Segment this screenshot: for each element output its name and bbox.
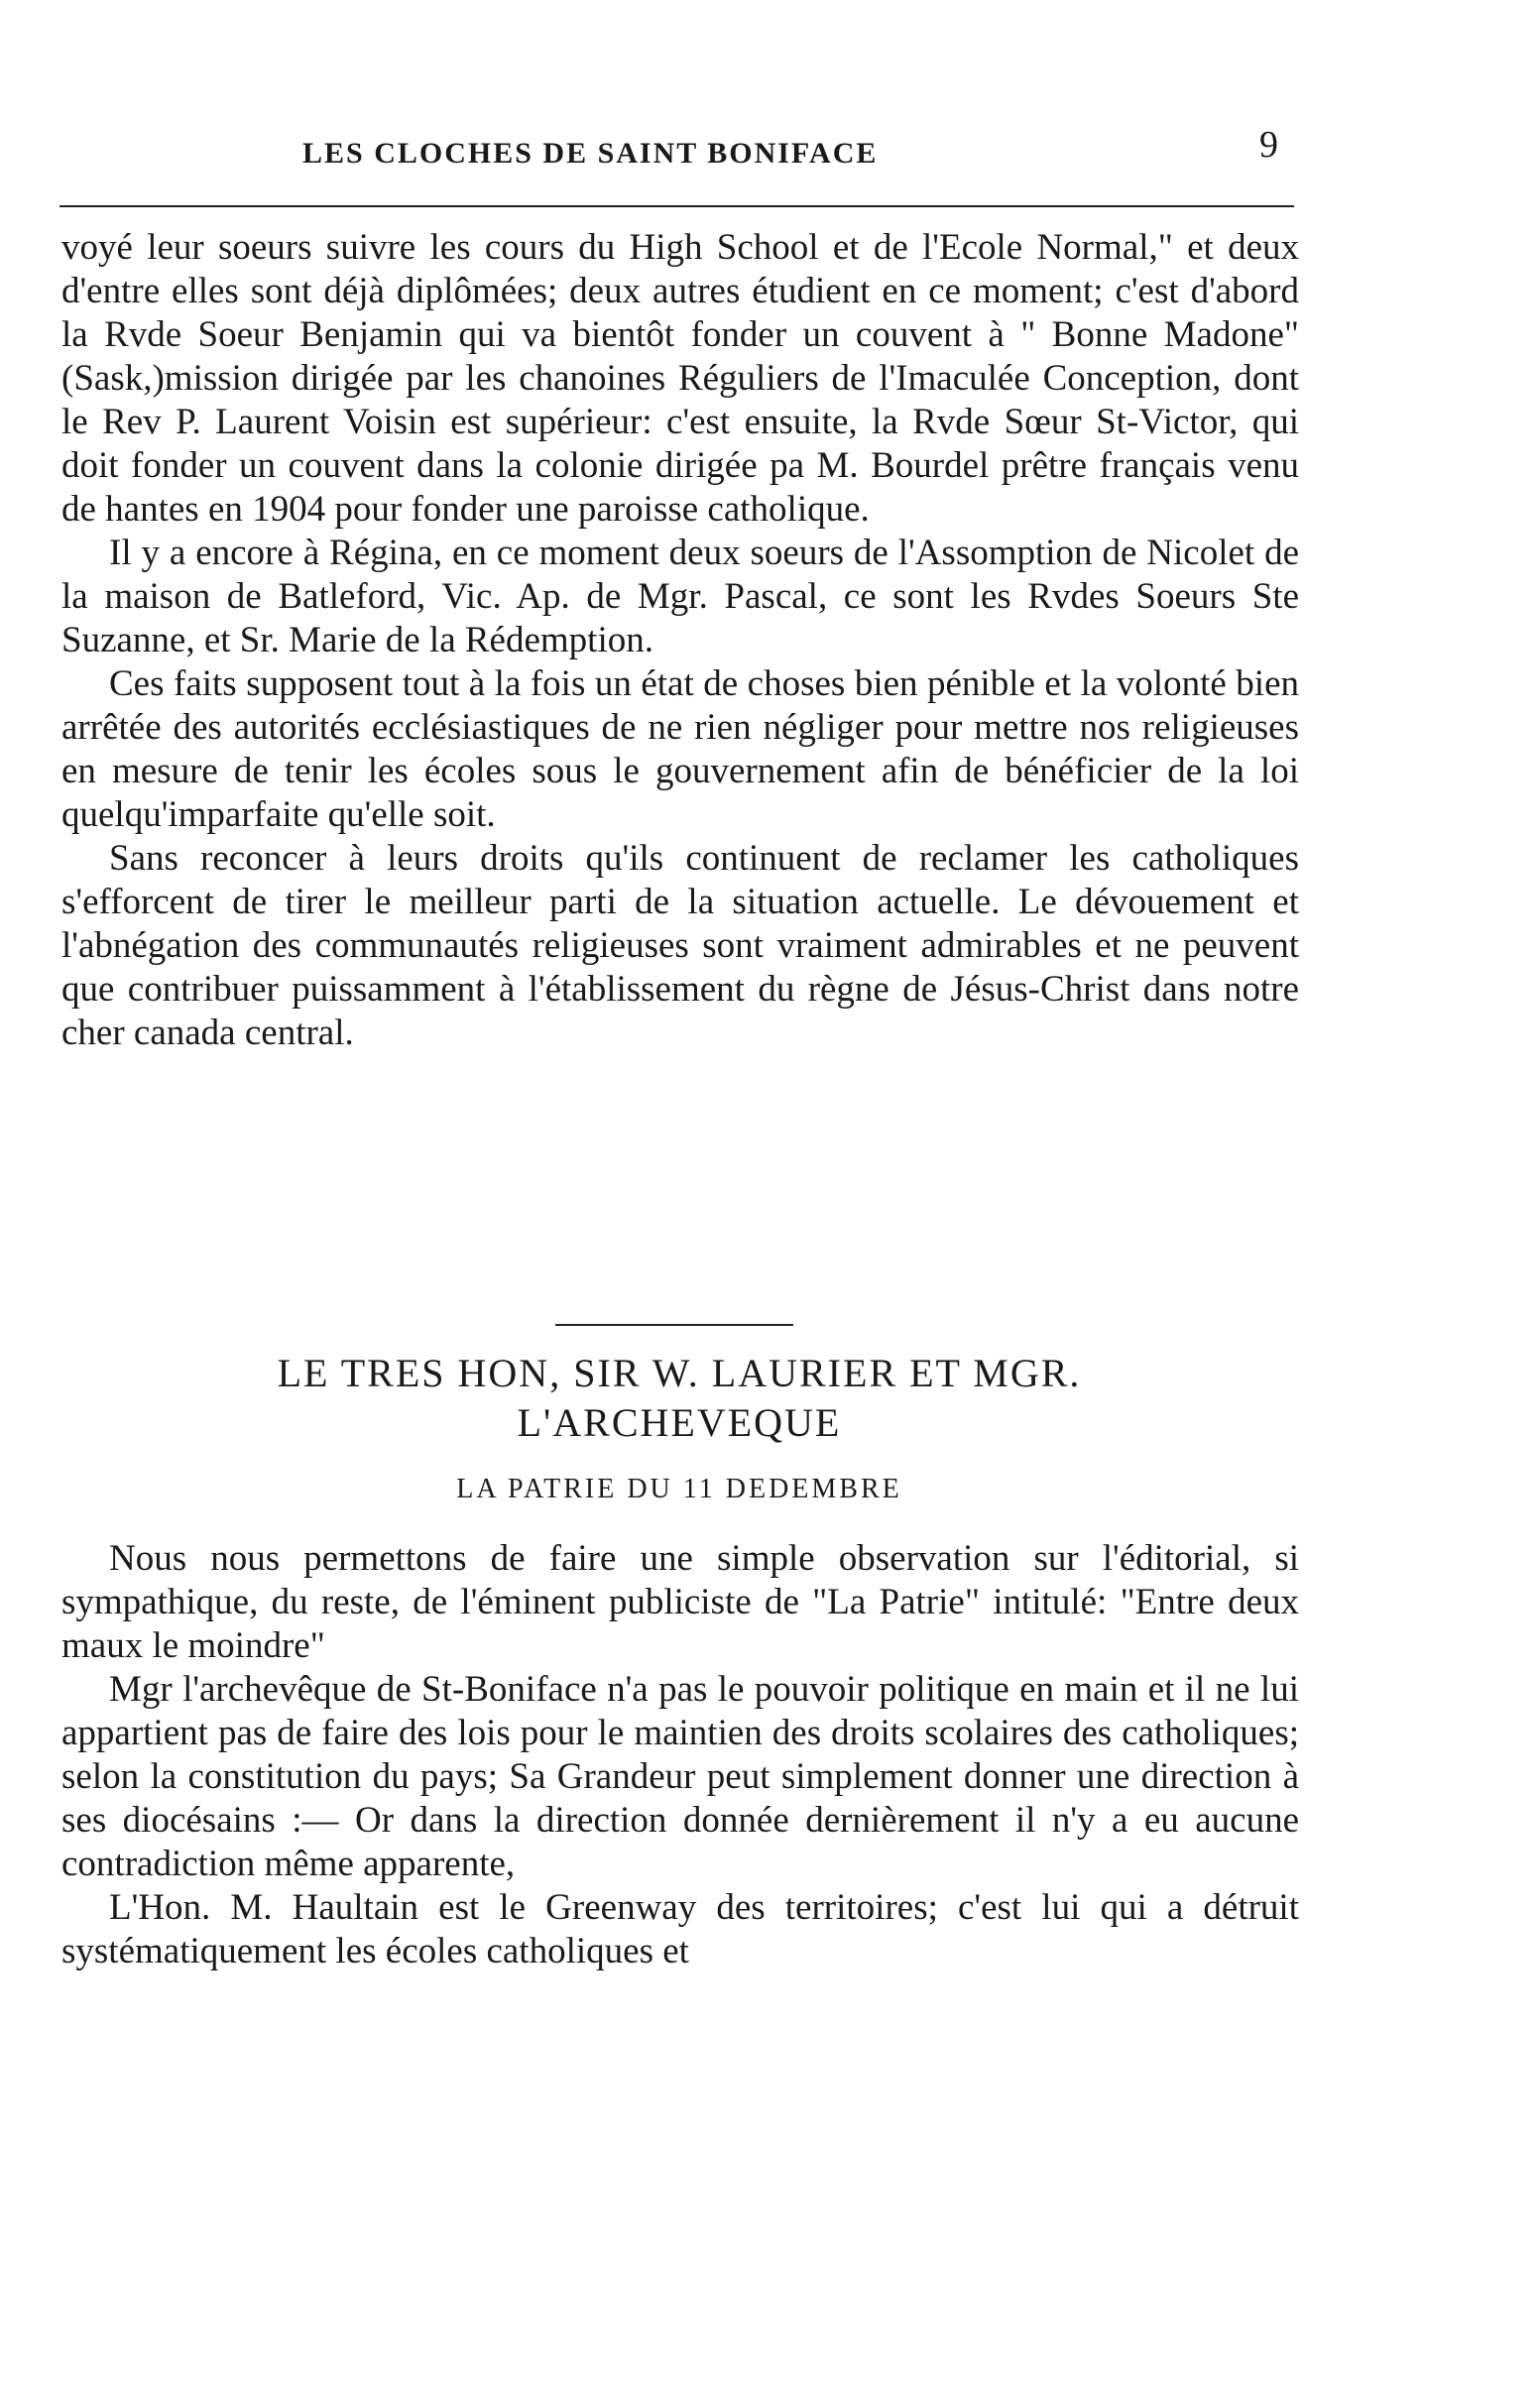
section-title [59,1349,1299,1448]
upper-text-block [61,226,1299,1055]
paragraph: Il y a encore à Régina, en ce moment deux soeurs de l'Assomption de Nicolet de la maison de Batleford, Vic. Ap. de Mgr. Pascal, ce sont les Rvdes Soeurs Ste Suzanne, et Sr. Marie de la Rédemption. [61,533,1299,660]
paragraph: voyé leur soeurs suivre les cours du High School et de l'Ecole Normal," et deux d'entre elles sont déjà diplômées; deux autres étudient en ce moment; c'est d'abord la Rvde Soeur Benjamin qui va bientôt fonder un couvent à " Bonne Madone" (Sask,)mission dirigée par les chanoines Réguliers de l'Imaculée Conception, dont le Rev P. Laurent Voisin est supérieur: c'est ensuite, la Rvde Sœur St-Victor, qui doit fonder un couvent dans la colonie dirigée pa M. Bourdel prêtre français venu de hantes en 1904 pour fonder une paroisse catholique. [61,227,1299,530]
page-number: 9 [1259,124,1278,166]
section-title-line: L'ARCHEVEQUE [517,1400,842,1445]
section-title-line: LE TRES HON, SIR W. LAURIER ET MGR. [277,1351,1082,1395]
paragraph: Sans reconcer à leurs droits qu'ils continuent de reclamer les catholiques s'efforcent de tirer le meilleur parti de la situation actuelle. Le dévouement et l'abnégation des communautés religieuses sont vraiment admirables et ne peuvent que contribuer puissamment à l'établissement du règne de Jésus-Christ dans notre cher canada central. [61,838,1299,1053]
header-rule [59,205,1294,207]
section-divider [555,1324,793,1326]
running-title: LES CLOCHES DE SAINT BONIFACE [302,137,879,170]
paragraph: Ces faits supposent tout à la fois un état de choses bien pénible et la volonté bien arrêtée des autorités ecclésiastiques de ne rien négliger pour mettre nos religieuses en mesure de tenir les écoles sous le gouvernement afin de bénéficier de la loi quelqu'imparfaite qu'elle soit. [61,663,1299,835]
paragraph: Mgr l'archevêque de St-Boniface n'a pas le pouvoir politique en main et il ne lui appartient pas de faire des lois pour le maintien des droits scolaires des catholiques; selon la constitution du pays; Sa Grandeur peut simplement donner une direction à ses diocésains :— Or dans la direction donnée dernièrement il n'y a eu aucune contradiction même apparente, [61,1669,1299,1884]
section-subtitle: LA PATRIE DU 11 DEDEMBRE [456,1474,902,1504]
paragraph: L'Hon. M. Haultain est le Greenway des territoires; c'est lui qui a détruit systématiquement les écoles catholiques et [61,1887,1299,1971]
lower-text-block [61,1537,1299,1973]
paragraph: Nous nous permettons de faire une simple observation sur l'éditorial, si sympathique, du reste, de l'éminent publiciste de "La Patrie" intitulé: "Entre deux maux le moindre" [61,1538,1299,1666]
